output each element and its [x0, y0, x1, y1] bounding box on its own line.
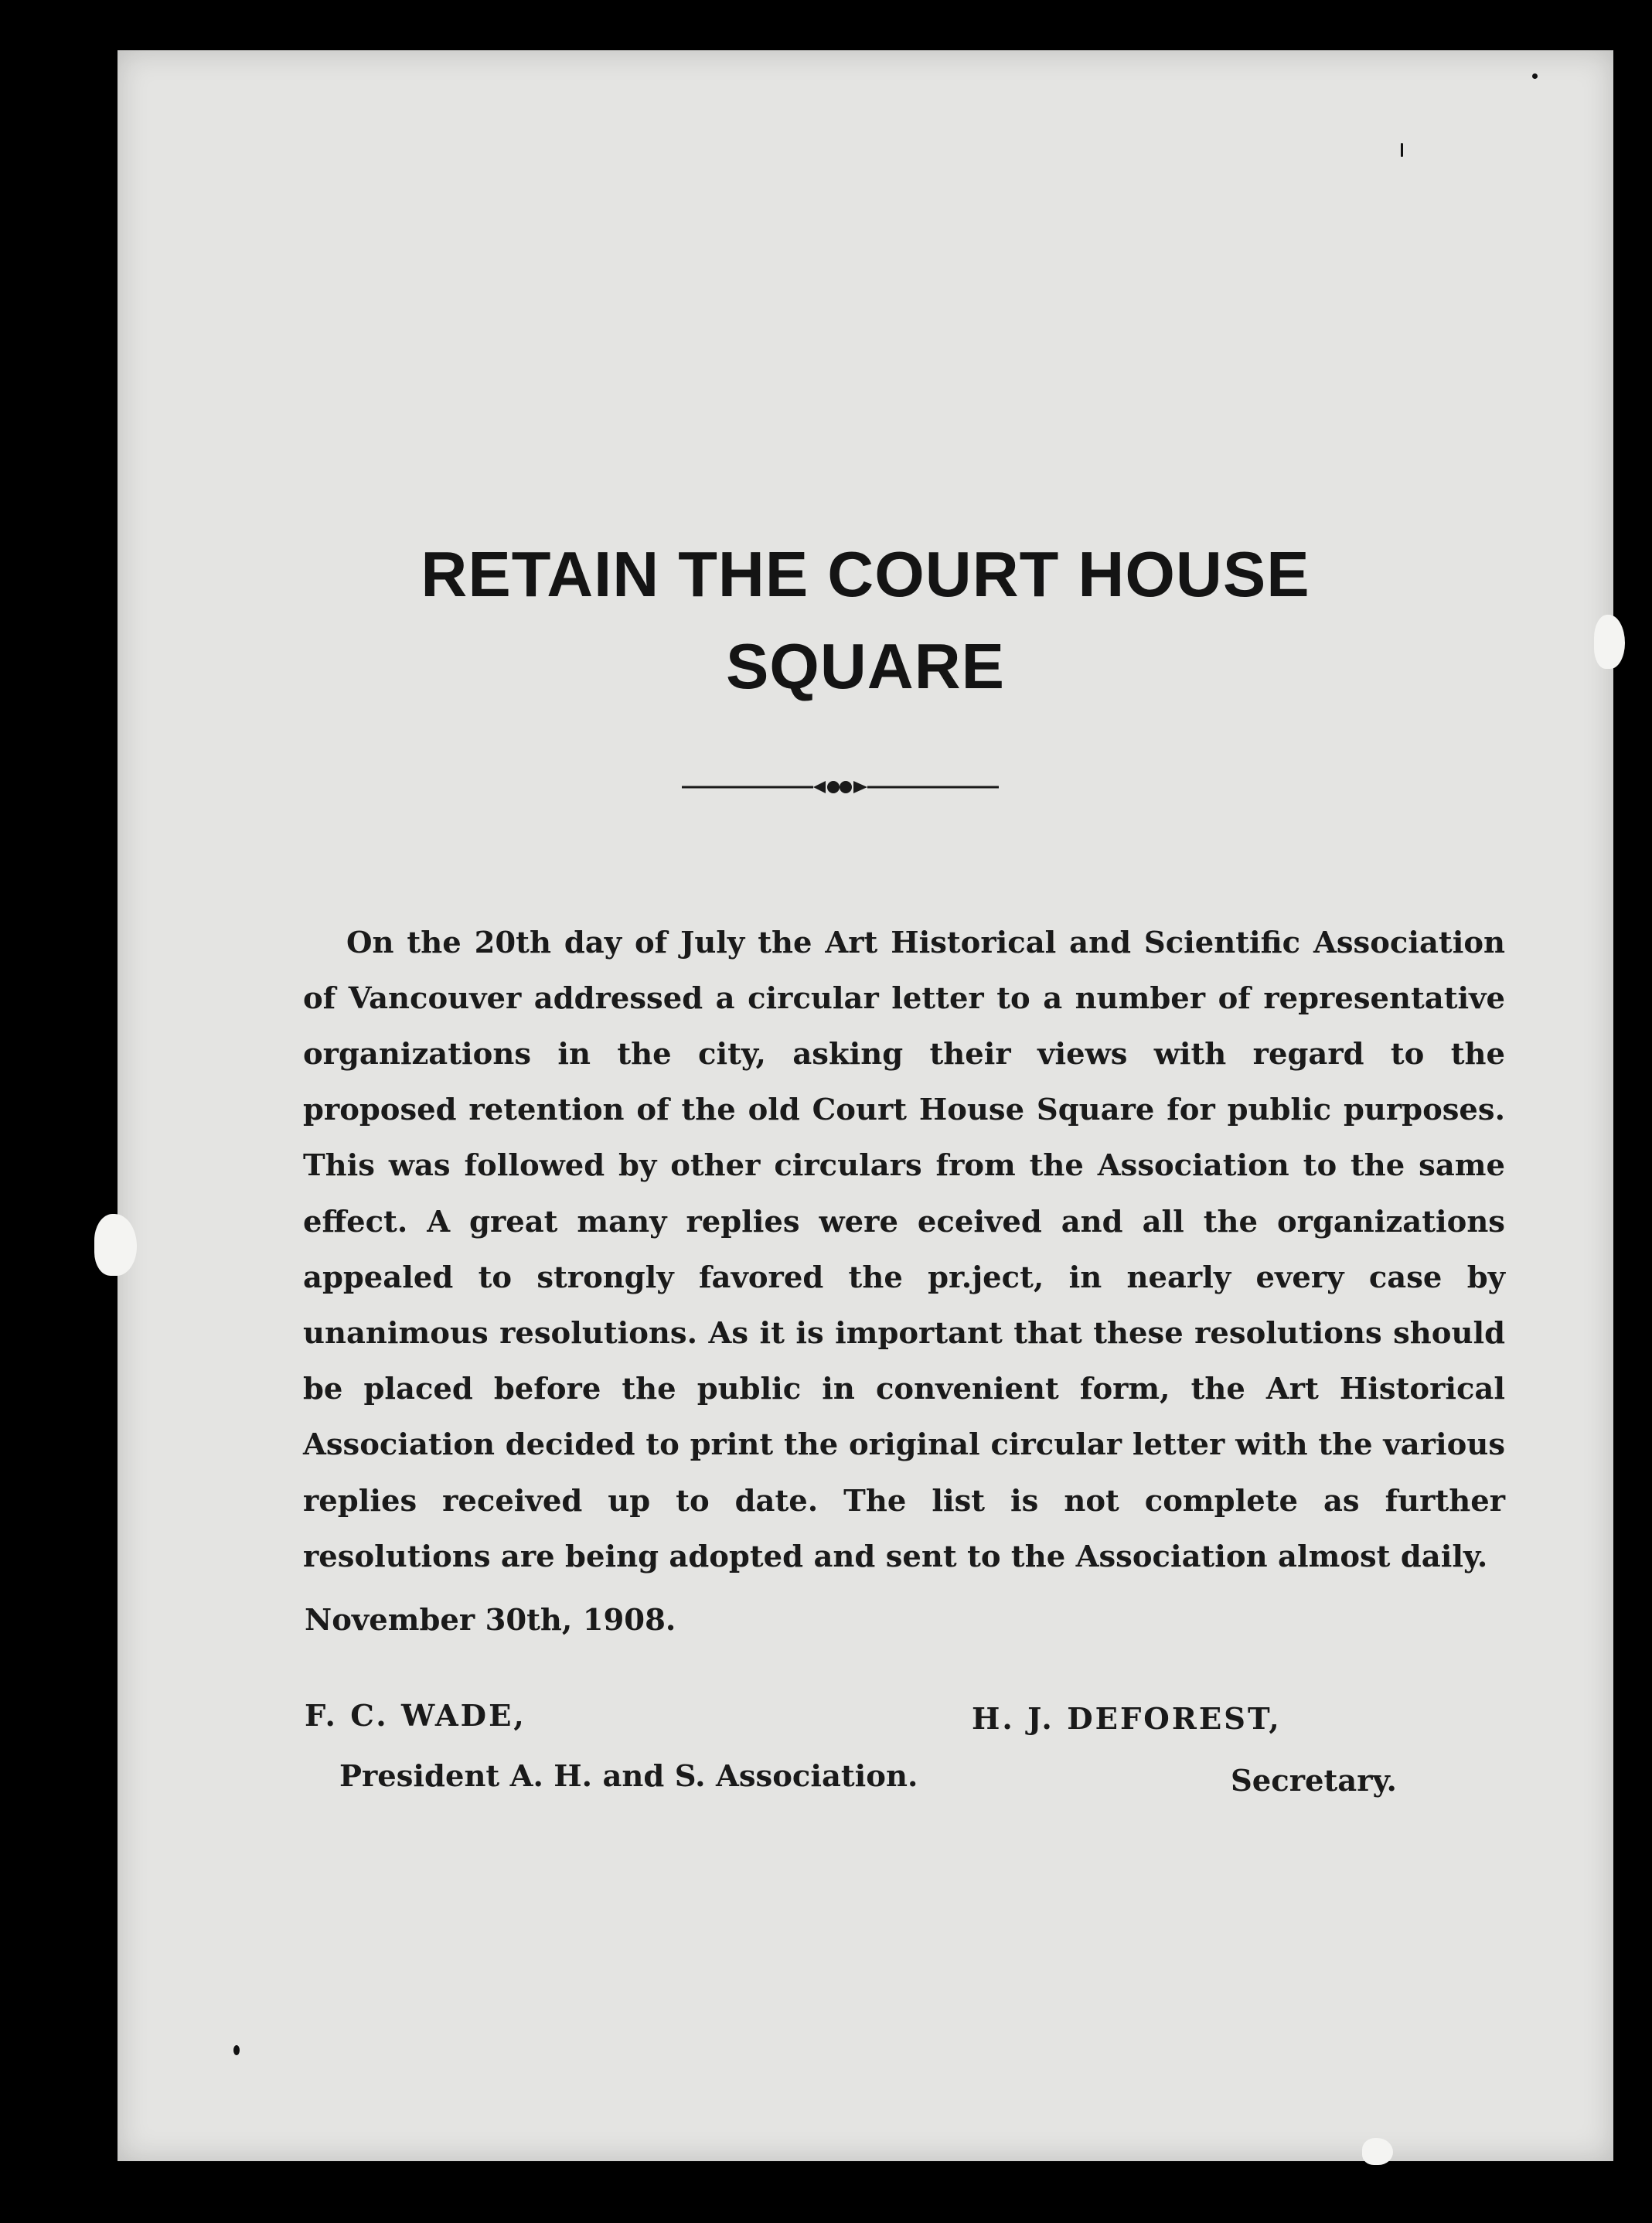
page-title-continued: SQUARE — [725, 630, 1006, 702]
scan-flake — [94, 1214, 137, 1276]
divider-ornament — [682, 773, 999, 801]
scan-speck — [1532, 73, 1538, 79]
scan-speck — [233, 2045, 240, 2055]
signatory-right-title: Secretary. — [1231, 1764, 1397, 1799]
document-date: November 30th, 1908. — [305, 1603, 676, 1638]
signatory-left-name: F. C. WADE, — [305, 1699, 526, 1734]
scan-flake — [1362, 2138, 1393, 2165]
body-paragraph: On the 20th day of July the Art Historical and Scientific Association of Vancouver addressed a circular letter to a number of representative organizations in the city, asking their views with regard to the proposed retention of the old Court House Square for public purposes. This was followed by other circulars from the Association to the same effect. A great many replies were eceived and all the organizations appealed to strongly favored the pr.ject, in nearly every case by unanimous resolutions. As it is important that these resolutions should be placed before the public in convenient form, the Art Historical Association decided to print the original circular letter with the various replies received up to date. The list is not complete as further resolutions are being adopted and sent to the Association almost daily. — [303, 925, 1505, 1574]
scan-speck — [1401, 143, 1403, 157]
scanned-page — [118, 50, 1613, 2161]
page-title: RETAIN THE COURT HOUSE — [421, 538, 1310, 610]
signatory-right-name: H. J. DEFOREST, — [972, 1702, 1282, 1737]
signatory-left-title: President A. H. and S. Association. — [339, 1759, 918, 1794]
